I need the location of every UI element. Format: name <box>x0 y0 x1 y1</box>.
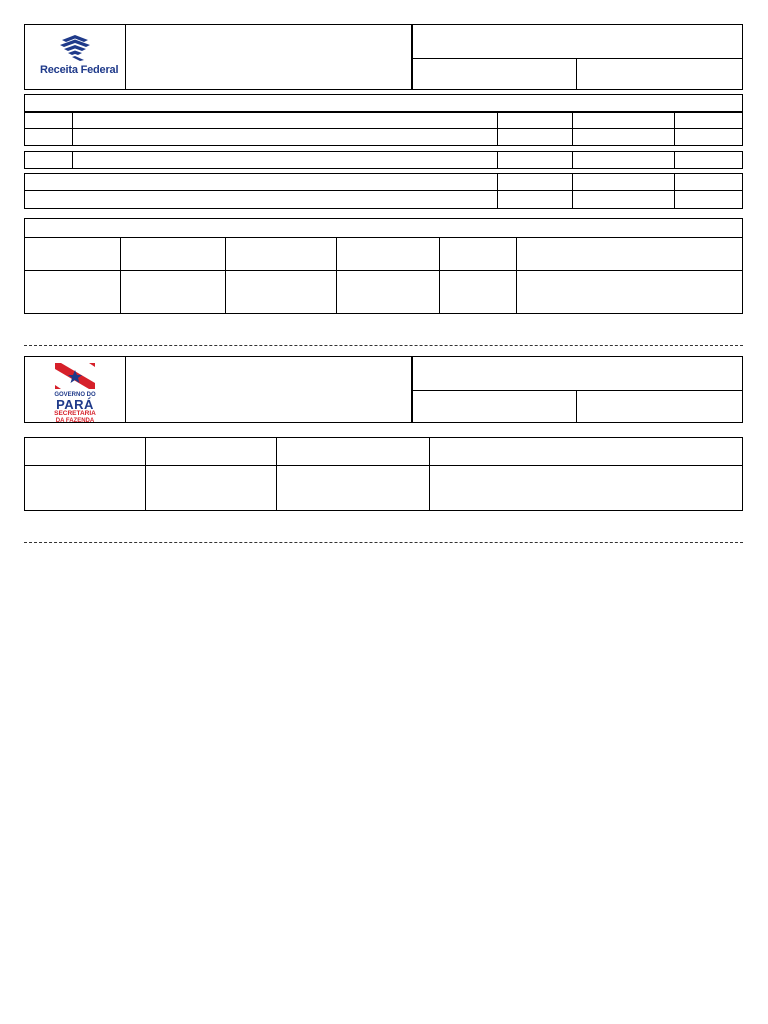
federal-payment-col <box>120 237 121 314</box>
federal-total-row <box>24 190 743 209</box>
receita-federal-logo-text: Receita Federal <box>40 64 119 76</box>
federal-header-divider <box>411 24 413 90</box>
receita-federal-logo <box>30 34 120 82</box>
state-payment-col <box>276 437 277 511</box>
federal-header-divider <box>411 58 743 59</box>
state-payment-col <box>145 437 146 511</box>
para-state-flag-icon <box>55 363 95 389</box>
federal-header-divider <box>125 24 126 90</box>
receita-federal-emblem-icon <box>58 34 92 62</box>
federal-item-row <box>24 112 743 129</box>
state-payment-table <box>24 437 743 511</box>
state-header-divider <box>411 390 743 391</box>
para-logo-line3: SECRETARIA <box>54 410 96 417</box>
state-payment-divider <box>24 465 743 466</box>
federal-item-col <box>497 112 498 146</box>
federal-header-box <box>24 24 743 90</box>
federal-payment-col <box>336 237 337 314</box>
federal-item-col <box>572 112 573 146</box>
federal-total-col <box>572 173 573 209</box>
federal-payment-col <box>516 237 517 314</box>
federal-item-col <box>674 151 675 169</box>
federal-payment-col <box>225 237 226 314</box>
federal-payment-divider <box>24 237 743 238</box>
state-header-divider <box>125 356 126 423</box>
federal-total-col <box>497 173 498 209</box>
cut-line <box>24 345 743 346</box>
federal-item-col <box>72 151 73 169</box>
federal-total-col <box>674 173 675 209</box>
para-logo-line2: PARÁ <box>56 397 94 412</box>
federal-title-bar <box>24 94 743 112</box>
federal-payment-table <box>24 218 743 314</box>
federal-item-row <box>24 128 743 146</box>
federal-payment-col <box>439 237 440 314</box>
para-logo-line1: GOVERNO DO <box>54 392 96 398</box>
federal-item-col <box>674 112 675 146</box>
federal-total-row <box>24 173 743 191</box>
federal-item-col <box>572 151 573 169</box>
cut-line <box>24 542 743 543</box>
federal-header-divider <box>576 58 577 90</box>
state-header-divider <box>576 390 577 423</box>
federal-item-row <box>24 151 743 169</box>
federal-item-col <box>497 151 498 169</box>
federal-item-col <box>72 112 73 146</box>
para-logo-line4: DA FAZENDA <box>55 418 95 424</box>
federal-payment-divider <box>24 270 743 271</box>
para-sefaz-logo <box>45 363 105 424</box>
state-payment-col <box>429 437 430 511</box>
